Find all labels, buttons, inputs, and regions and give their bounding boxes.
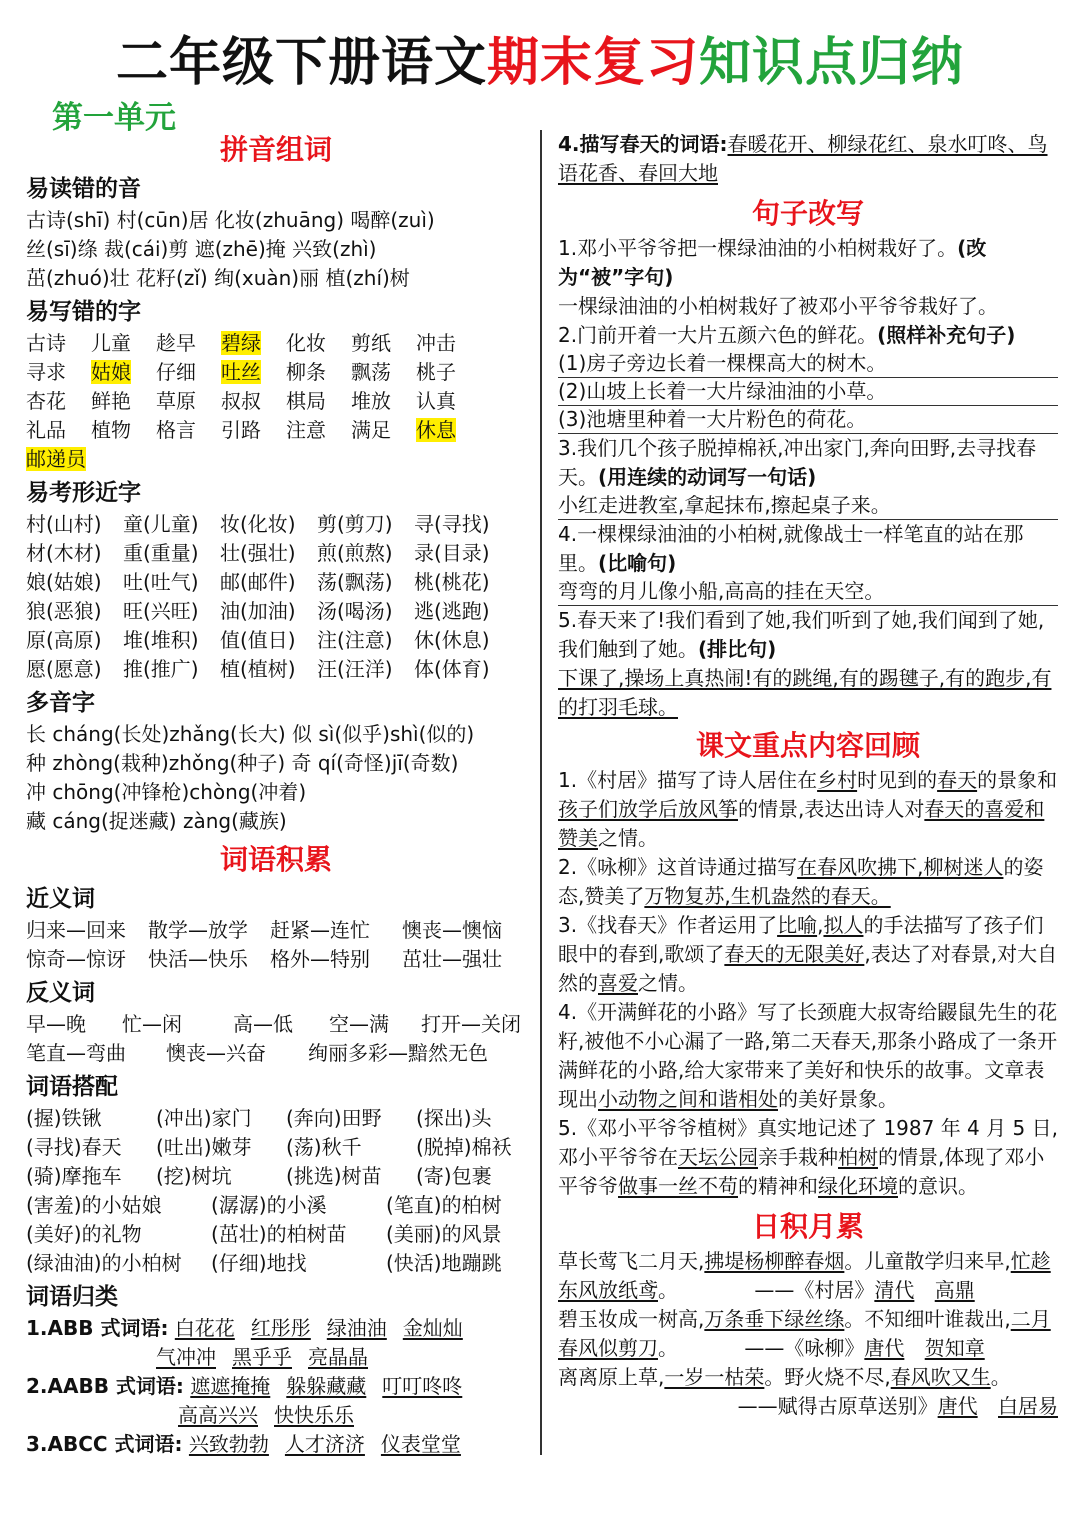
antonym-pair: 打开—关闭 [421,1012,521,1036]
similar-char: 汪(汪洋) [317,657,393,681]
review-text: 亲手栽种 [758,1145,838,1169]
rewrite-q2-item [558,350,1058,378]
review-text: 5.《邓小平爷爷植树》真实地记述了 1987 年 4 月 5 日,邓小平爷爷在 [558,1116,1058,1169]
abb-row-2 [26,1343,526,1372]
similar-char: 注(注意) [317,628,393,652]
poem-2 [558,1305,1058,1363]
abcc-row [26,1430,526,1459]
rewrite-q5-hint: (排比句) [698,637,777,661]
poem-key: 一岁一枯荣 [664,1365,765,1389]
review-text: 之情。 [638,971,698,995]
review-text: 时见到的 [857,768,938,792]
review-text: 的情景,体现了邓小平爷爷 [558,1145,1045,1198]
review-key: 拟人 [823,913,864,937]
rewrite-q2-answer: 种着一大片粉色的荷花。 [646,407,867,431]
miswrite-word-extra: 邮递员 [26,447,86,471]
review-key: 春天的无限美好 [724,942,865,966]
poem-text: 离离原上草, [558,1365,665,1389]
review-text: 的手法描写了孩子们眼中的春到,歌颂了 [558,913,1044,966]
poem-text: 。不知细叶谁裁出, [844,1307,1011,1331]
review-text: 的意识。 [898,1174,978,1198]
poem-source: ——赋得古原草送别》 [737,1394,938,1418]
miswrite-word: 棋局 [286,389,326,413]
review-key: 柏树 [838,1145,878,1169]
collocation: (奔向)田野 [286,1106,382,1130]
antonym-label: 反义词 [26,980,95,1006]
miswrite-word-highlight: 姑娘 [91,360,131,384]
review-key: 孩子们放学后放风筝 [558,797,738,821]
similar-char: 娘(姑娘) [26,570,102,594]
similar-char: 荡(飘荡) [317,570,393,594]
collocation: (寻找)春天 [26,1135,122,1159]
miswrite-word: 桃子 [416,360,456,384]
miswrite-word: 鲜艳 [91,389,131,413]
miswrite-word: 注意 [286,418,326,442]
miswrite-word: 飘荡 [351,360,391,384]
polyphone-line: 藏 cáng(捉迷藏) zàng(藏族) [26,809,287,833]
poem-key: 拂堤杨柳醉春烟 [704,1249,845,1273]
collocation: (茁壮)的柏树苗 [211,1222,347,1246]
synonym-grid [26,916,526,974]
rewrite-q2-hint: (照样补充句子) [877,323,1016,347]
collocation: (美好)的礼物 [26,1222,142,1246]
poem-text: 。野火烧不尽, [764,1365,891,1389]
poem-author: 贺知章 [924,1336,985,1360]
synonym-pair: 格外—特别 [270,947,370,971]
synonym-pair: 散学—放学 [148,918,248,942]
antonym-grid [26,1010,526,1039]
category-label: 词语归类 [26,1284,118,1310]
collocation-grid [26,1104,526,1191]
right-column [558,130,1058,1421]
review-item-2 [558,853,1058,911]
collocation-label: 词语搭配 [26,1074,118,1100]
similar-grid [26,510,526,684]
rewrite-q2-prefix: (3)池塘里 [558,407,647,431]
review-text: 表达了对春景,对大自然的 [558,942,1058,995]
title-part-grade: 二年级下册语文 [115,33,487,93]
abb-word: 白花花 [174,1316,235,1340]
collocation: (骑)摩拖车 [26,1164,122,1188]
collocation: (美丽)的风景 [386,1222,502,1246]
abb-word: 气冲冲 [156,1345,216,1369]
aabb-row-2 [26,1401,526,1430]
poem-dynasty: 唐代 [937,1394,978,1418]
miswrite-word: 寻求 [26,360,66,384]
misread-line: 茁(zhuó)壮 花籽(zǐ) 绚(xuàn)丽 植(zhí)树 [26,266,410,290]
antonym-pair: 笔直—弯曲 [26,1041,126,1065]
similar-char: 推(推广) [123,657,199,681]
poem-key: 忙趁东风放纸鸢 [558,1249,1051,1302]
polyphone-line: 冲 chōng(冲锋枪)chòng(冲着) [26,780,307,804]
rewrite-q2-answer: 长着一棵棵高大的树木。 [666,351,887,375]
rewrite-q4-hint: (比喻句) [598,551,677,575]
misread-label: 易读错的音 [26,176,141,202]
rewrite-q1-text: 1.邓小平爷爷把一棵绿油油的小柏树栽好了。 [558,236,958,260]
miswrite-word: 仔细 [156,360,196,384]
abb-word: 亮晶晶 [308,1345,368,1369]
abb-label: 1.ABB 式词语: [26,1316,169,1340]
review-key: 在春风吹拂下,柳树迷人 [797,855,1004,879]
antonym-pair: 高—低 [233,1012,293,1036]
synonym-pair: 惊奇—惊讶 [26,947,126,971]
similar-char: 剪(剪刀) [317,512,393,536]
misread-line: 古诗(shī) 村(cūn)居 化妆(zhuāng) 喝醉(zuì) [26,208,435,232]
similar-char: 汤(喝汤) [317,599,393,623]
similar-char: 邮(邮件) [220,570,296,594]
aabb-label: 2.AABB 式词语: [26,1374,184,1398]
aabb-row [26,1372,526,1401]
poem-text: 。 [658,1336,678,1360]
spring-word-list: 春暖花开、柳绿花红、泉水叮咚、鸟语花香、春回大地 [558,132,1048,185]
review-key: 比喻 [777,913,818,937]
rewrite-q2-text: 2.门前开着一大片五颜六色的鲜花。 [558,323,878,347]
review-text: 的姿态,赞美了 [558,855,1044,908]
rewrite-q2 [558,321,1058,350]
synonym-pair: 快活—快乐 [148,947,248,971]
similar-label: 易考形近字 [26,480,141,506]
review-text: 之情。 [598,826,658,850]
review-text: 的精神和 [738,1174,818,1198]
unit-heading: 第一单元 [52,100,176,136]
aabb-word: 叮叮咚咚 [382,1374,463,1398]
poem-3-source [558,1392,1058,1421]
review-key: 乡村 [817,768,858,792]
miswrite-word: 冲击 [416,331,456,355]
title-part-summary: 知识点归纳 [699,33,965,93]
poem-author: 高鼎 [934,1278,975,1302]
review-text: 3.《找春天》作者运用了 [558,913,778,937]
miswrite-word [221,329,286,358]
page-title [0,28,1080,98]
poem-dynasty: 唐代 [864,1336,905,1360]
column-divider [540,130,542,1455]
antonym-pair: 早—晚 [26,1012,86,1036]
rewrite-q2-answer: 长着一大片绿油油的小草。 [646,379,887,403]
rewrite-q4-text: 4.一棵棵绿油油的小柏树,就像战士一样笔直的站在那里。 [558,522,1024,575]
rewrite-q5 [558,606,1058,664]
abcc-word: 仪表堂堂 [380,1432,461,1456]
review-key: 天坛公园 [678,1145,758,1169]
aabb-word: 快快乐乐 [274,1403,354,1427]
similar-char: 村(山村) [26,512,102,536]
antonym-pair: 忙—闲 [122,1012,182,1036]
poem-text: 碧玉妆成一树高, [558,1307,705,1331]
similar-char: 重(重量) [123,541,199,565]
miswrite-word-highlight: 吐丝 [221,360,261,384]
rewrite-q5-text: 5.春天来了!我们看到了她,我们听到了她,我们闻到了她,我们触到了她。 [558,608,1045,661]
antonym-pair: 空—满 [329,1012,389,1036]
similar-char: 逃(逃跑) [414,599,490,623]
rewrite-q2-item [558,378,1058,406]
left-column [26,130,526,1459]
antonym-pair: 绚丽多彩—黯然无色 [308,1041,488,1065]
synonym-pair: 茁壮—强壮 [402,947,502,971]
review-key: 小动物之间和谐相处 [598,1087,778,1111]
aabb-word: 遮遮掩掩 [190,1374,271,1398]
similar-char: 寻(寻找) [414,512,490,536]
poem-text: 。儿童散学归来早, [844,1249,1011,1273]
review-item-5 [558,1114,1058,1201]
similar-char: 材(木材) [26,541,102,565]
spring-label: 4.描写春天的词语: [558,132,728,156]
collocation-grid-2 [26,1191,526,1278]
synonym-label: 近义词 [26,886,95,912]
review-item-3: 3.《找春天》作者运用了比喻,拟人的手法描写了孩子们眼中的春到,歌颂了春天的无限美好,表达了对春景,对大自然的喜爱之情。 [558,913,1058,995]
section-rewrite-heading: 句子改写 [751,197,864,230]
aabb-word: 高高兴兴 [178,1403,258,1427]
similar-char: 壮(强壮) [220,541,296,565]
synonym-pair: 归来—回来 [26,918,126,942]
poem-key: 万条垂下绿丝绦 [704,1307,845,1331]
collocation: (握)铁锹 [26,1106,102,1130]
antonym-grid-2 [26,1039,526,1068]
miswrite-word: 杏花 [26,389,66,413]
miswrite-word [91,358,156,387]
collocation: (潺潺)的小溪 [211,1193,327,1217]
similar-char: 体(体育) [414,657,490,681]
poem-text: 草长莺飞二月天, [558,1249,705,1273]
similar-char: 桃(桃花) [414,570,490,594]
abb-word: 黑乎乎 [232,1345,292,1369]
rewrite-q3-text: 3.我们几个孩子脱掉棉袄,冲出家门,奔向田野,去寻找春天。 [558,436,1037,489]
review-item-4 [558,998,1058,1114]
similar-char: 原(高原) [26,628,102,652]
rewrite-q1-hint: (改为“被”字句) [558,236,987,289]
collocation: (快活)地蹦跳 [386,1251,502,1275]
review-text: 2.《咏柳》这首诗通过描写 [558,855,798,879]
abb-word: 红彤彤 [250,1316,311,1340]
miswrite-word: 草原 [156,389,196,413]
polyphone-label: 多音字 [26,690,95,716]
review-key: 绿化环境 [818,1174,898,1198]
section-review-heading: 课文重点内容回顾 [695,729,920,762]
similar-char: 休(休息) [414,628,490,652]
review-item-1 [558,766,1058,853]
similar-char: 童(儿童) [123,512,199,536]
miswrite-word [221,358,286,387]
rewrite-q3 [558,434,1058,492]
review-key: 做事一丝不苟 [618,1174,738,1198]
review-key: 春天 [937,768,978,792]
rewrite-q1-answer: 一棵绿油油的小柏树栽好了被邓小平爷爷栽好了。 [558,294,998,318]
miswrite-word: 剪纸 [351,331,391,355]
review-text: 1.《村居》描写了诗人居住在 [558,768,818,792]
collocation: (探出)头 [416,1106,492,1130]
review-text: 4.《开满鲜花的小路》写了长颈鹿大叔寄给鼹鼠先生的花籽,被他不小心漏了一路,第二天春天,那条小路成了一条开满鲜花的小路,给大家带来了美好和快乐的故事。文章表现出 [558,1000,1058,1111]
miswrite-word: 化妆 [286,331,326,355]
miswrite-label: 易写错的字 [26,299,141,325]
miswrite-grid [26,329,526,445]
similar-char: 妆(化妆) [220,512,296,536]
review-text: 的美好景象。 [778,1087,898,1111]
collocation: (挖)树坑 [156,1164,232,1188]
review-text: 的景象和 [977,768,1058,792]
abcc-word: 人才济济 [284,1432,365,1456]
similar-char: 愿(愿意) [26,657,102,681]
rewrite-q4 [558,520,1058,578]
collocation: (害羞)的小姑娘 [26,1193,162,1217]
misread-line: 丝(sī)绦 裁(cái)剪 遮(zhē)掩 兴致(zhì) [26,237,377,261]
poem-key: 二月春风似剪刀 [558,1307,1051,1360]
rewrite-q5-answer: 下课了,操场上真热闹!有的跳绳,有的踢毽子,有的跑步,有的打羽毛球。 [558,666,1052,719]
spring-words [558,130,1058,188]
similar-char: 植(植树) [220,657,296,681]
poem-text: 。 [990,1365,1011,1389]
collocation: (荡)秋千 [286,1135,362,1159]
miswrite-word: 堆放 [351,389,391,413]
review-key: 春天的喜爱和赞美 [558,797,1045,850]
miswrite-word: 叔叔 [221,389,261,413]
miswrite-word: 植物 [91,418,131,442]
abb-word: 绿油油 [326,1316,387,1340]
miswrite-word: 趁早 [156,331,196,355]
synonym-pair: 赶紧—连忙 [270,918,370,942]
miswrite-word: 认真 [416,389,456,413]
rewrite-q3-hint: (用连续的动词写一句话) [598,465,817,489]
poem-dynasty: 清代 [874,1278,915,1302]
section-vocab-heading: 词语积累 [219,843,332,876]
abcc-label: 3.ABCC 式词语: [26,1432,183,1456]
polyphone-line: 长 cháng(长处)zhǎng(长大) 似 sì(似乎)shì(似的) [26,722,475,746]
similar-char: 油(加油) [220,599,296,623]
collocation: (绿油油)的小柏树 [26,1251,182,1275]
similar-char: 狼(恶狼) [26,599,102,623]
review-text: 的情景,表达出诗人对 [738,797,925,821]
miswrite-word: 儿童 [91,331,131,355]
polyphone-line: 种 zhòng(栽种)zhǒng(种子) 奇 qí(奇怪)jī(奇数) [26,751,459,775]
miswrite-word-highlight: 休息 [416,418,456,442]
aabb-word: 躲躲藏藏 [286,1374,367,1398]
review-key: 喜爱 [598,971,638,995]
similar-char: 录(目录) [414,541,490,565]
poem-source: ——《咏柳》 [744,1336,865,1360]
rewrite-q2-item [558,406,1058,434]
collocation: (脱掉)棉袄 [416,1135,512,1159]
abcc-word: 兴致勃勃 [188,1432,269,1456]
abb-word: 金灿灿 [402,1316,463,1340]
review-key: 万物复苏,生机盎然的春天。 [644,884,891,908]
rewrite-q4-answer: 弯弯的月儿像小船,高高的挂在天空。 [558,578,1058,606]
synonym-pair: 懊丧—懊恼 [402,918,502,942]
miswrite-word [416,416,481,445]
rewrite-q2-prefix: (1)房子旁边 [558,351,667,375]
poem-1 [558,1247,1058,1305]
miswrite-word: 古诗 [26,331,66,355]
miswrite-word: 满足 [351,418,391,442]
antonym-pair: 懊丧—兴奋 [166,1041,266,1065]
poem-source: ——《村居》 [754,1278,875,1302]
similar-char: 煎(煎熬) [317,541,393,565]
similar-char: 吐(吐气) [123,570,199,594]
collocation: (冲出)家门 [156,1106,252,1130]
collocation: (挑选)树苗 [286,1164,382,1188]
collocation: (笔直)的柏树 [386,1193,502,1217]
abb-row [26,1314,526,1343]
miswrite-word: 礼品 [26,418,66,442]
poem-key: 春风吹又生 [890,1365,991,1389]
similar-char: 堆(堆积) [123,628,199,652]
section-poems-heading: 日积月累 [751,1210,864,1243]
section-pinyin-heading: 拼音组词 [219,133,332,166]
poem-author: 白居易 [998,1394,1058,1418]
similar-char: 旺(兴旺) [123,599,199,623]
miswrite-word: 格言 [156,418,196,442]
rewrite-q3-answer: 小红走进教室,拿起抹布,擦起桌子来。 [558,492,1058,520]
poem-text: 。 [658,1278,678,1302]
miswrite-word: 引路 [221,418,261,442]
poem-3 [558,1363,1058,1392]
rewrite-q2-prefix: (2)山坡上 [558,379,647,403]
collocation: (吐出)嫩芽 [156,1135,252,1159]
similar-char: 值(值日) [220,628,296,652]
title-part-review: 期末复习 [486,33,699,93]
miswrite-word-highlight: 碧绿 [221,331,261,355]
collocation: (仔细)地找 [211,1251,307,1275]
rewrite-q1 [558,234,1058,292]
collocation: (寄)包裹 [416,1164,492,1188]
miswrite-word: 柳条 [286,360,326,384]
